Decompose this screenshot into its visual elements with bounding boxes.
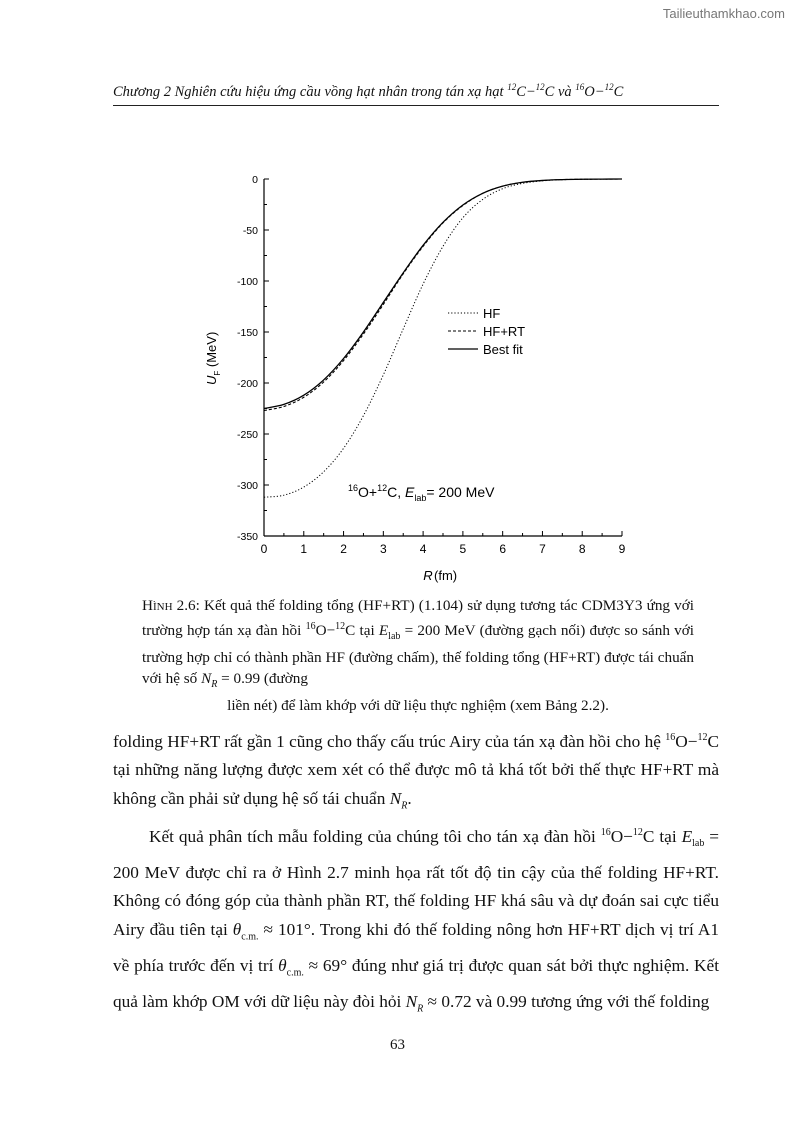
y-tick-label: -200 [236,378,258,390]
x-tick-label: 1 [300,542,308,556]
series-line-best-fit [264,179,622,409]
series-line-hf-rt [264,179,622,411]
chart-annotation: $^{16}$O+$^{12}$C, $E_{lab}= 200$ MeV [348,483,495,503]
x-tick-label: 7 [539,542,546,556]
legend-label: Best fit [483,342,523,357]
x-tick-label: 9 [618,542,626,556]
watermark: Tailieuthamkhao.com [662,6,785,21]
potential-chart [190,165,640,590]
x-tick-label: 8 [578,542,586,556]
running-header: Chương 2 Nghiên cứu hiệu ứng cầu vồng hạt nhân trong tán xạ hạt $^{12}$C−$^{12}$C và $^{16}$O−$^{12}$C [113,82,719,106]
x-tick-label: 5 [459,542,467,556]
paragraph-1: folding HF+RT rất gần 1 cũng cho thấy cấu trúc Airy của tán xạ đàn hồi cho hệ $^{16}$O−$^{12}$C tại những năng lượng được xem xét có thể được mô tả khá tốt bởi thế thực HF+RT mà không cần phải sử dụng hệ số tái chuẩn $N_R$. [113,731,719,812]
y-tick-label: -50 [242,225,258,237]
page-number: 63 [390,1037,405,1053]
caption-label: Hình 2.6: [142,597,200,614]
figure-caption: Hình 2.6: Kết quả thế folding tổng (HF+RT) (1.104) sử dụng tương tác CDM3Y3 ứng với trường hợp tán xạ đàn hồi $^{16}$O−$^{12}$C tại $E_{lab} = 200$ MeV (đường gạch nối) được so sánh với trường hợp chỉ có thành phần HF (đường chấm), thế folding tổng (HF+RT) được tái chuẩn với hệ số $N_R = 0.99$ (đường liền nét) để làm khớp với dữ liệu thực nghiệm (xem Bảng 2.2). [142,597,694,715]
chart-series [264,179,622,497]
x-tick-label: 0 [260,542,268,556]
y-tick-label: 0 [252,174,258,186]
x-axis-unit: (fm) [434,568,458,583]
paragraph-2: Kết quả phân tích mẫu folding của chúng tôi cho tán xạ đàn hồi $^{16}$O−$^{12}$C tại $E_{lab} = 200$ MeV được chỉ ra ở Hình 2.7 minh họa rất tốt độ tin cậy của thế folding HF+RT. Không có đóng góp của thành phần RT, thế folding HF khá sâu và dự đoán sai cực tiểu Airy đầu tiên tại $\theta_{c.m.} \approx 101^\circ$. Trong khi đó thế folding nông hơn HF+RT dịch vị trí A1 về phía trước đến vị trí $\theta_{c.m.} \approx 69^\circ$ đúng như giá trị được quan sát bởi thực nghiệm. Kết quả làm khớp OM với dữ liệu này đòi hỏi $N_R \approx 0.72$ và 0.99 tương ứng với thế folding [113,826,720,1015]
series-line-hf [264,179,622,497]
y-tick-label: -350 [236,531,258,543]
y-tick-label: -100 [236,276,258,288]
y-tick-label: -150 [236,327,258,339]
legend-label: HF+RT [483,324,526,339]
y-axis-label: $U_F$ (MeV) [204,331,222,385]
x-tick-label: 4 [419,542,427,556]
x-tick-label: 2 [340,542,347,556]
y-tick-label: -250 [236,429,258,441]
x-tick-label: 3 [379,542,387,556]
x-tick-label: 6 [499,542,507,556]
y-tick-label: -300 [236,480,258,492]
chart-legend [448,306,525,357]
legend-label: HF [483,306,501,321]
x-axis-label: R [423,568,433,583]
